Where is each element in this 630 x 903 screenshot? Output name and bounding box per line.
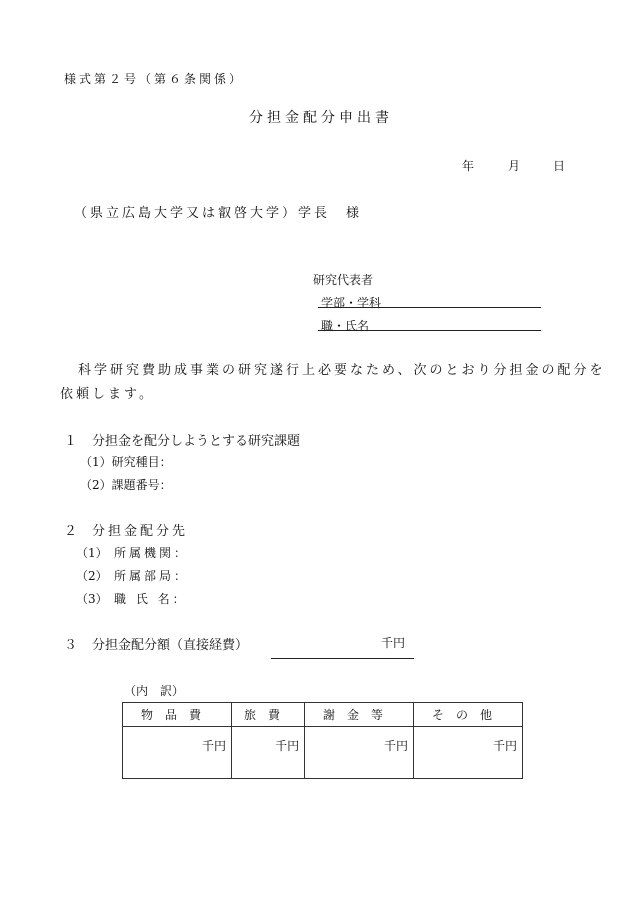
section2-item-3-number: （3） [76, 592, 108, 606]
header-other: その他 [414, 703, 523, 727]
breakdown-label: （内 訳） [124, 684, 185, 698]
page-title: 分担金配分申出書 [249, 110, 393, 126]
department-label: 学部・学科 [321, 296, 382, 310]
breakdown-header-row [123, 703, 523, 727]
value-supplies-unit: 千円 [123, 727, 232, 779]
section1-number: １ [64, 434, 78, 449]
section3-number: ３ [64, 638, 78, 653]
section3-title: 分担金配分額（直接経費） [92, 638, 249, 653]
section1-title: 分担金を配分しようとする研究課題 [92, 434, 301, 449]
department-line [318, 297, 541, 308]
header-travel: 旅費 [231, 703, 304, 727]
date-month-label: 月 [508, 159, 521, 173]
header-honorarium: 謝金等 [305, 703, 414, 727]
date-year-label: 年 [462, 159, 475, 173]
value-honorarium-unit: 千円 [305, 727, 414, 779]
section3-unit: 千円 [381, 636, 406, 650]
section2-item-2-number: （2） [76, 569, 108, 583]
breakdown-table [122, 702, 523, 779]
section2-item-affiliation: 所属機関： [114, 546, 190, 560]
position-name-label: 職・氏名 [321, 319, 370, 333]
section2-number: ２ [64, 524, 78, 539]
body-text-line2: 依頼します。 [60, 387, 155, 402]
section2-item-1-number: （1） [76, 546, 108, 560]
section1-item-research-type: （1）研究種目： [80, 455, 172, 469]
value-travel-unit: 千円 [231, 727, 304, 779]
addressee: （県立広島大学又は叡啓大学）学長 様 [74, 206, 363, 221]
form-number: 様式第２号（第６条関係） [64, 72, 245, 86]
position-name-line [318, 320, 541, 331]
section2-item-position-name: 職 氏 名： [114, 592, 188, 606]
representative-heading: 研究代表者 [313, 273, 374, 287]
body-text-line1: 科学研究費助成事業の研究遂行上必要なため、次のとおり分担金の配分を [78, 363, 606, 378]
section2-title: 分担金配分先 [92, 524, 189, 539]
date-day-label: 日 [553, 159, 566, 173]
value-other-unit: 千円 [414, 727, 523, 779]
section2-item-department: 所属部局： [114, 569, 190, 583]
breakdown-value-row [123, 727, 523, 779]
header-supplies: 物品費 [123, 703, 232, 727]
section1-item-project-number: （2）課題番号： [80, 478, 172, 492]
section3-amount-line [271, 648, 414, 659]
